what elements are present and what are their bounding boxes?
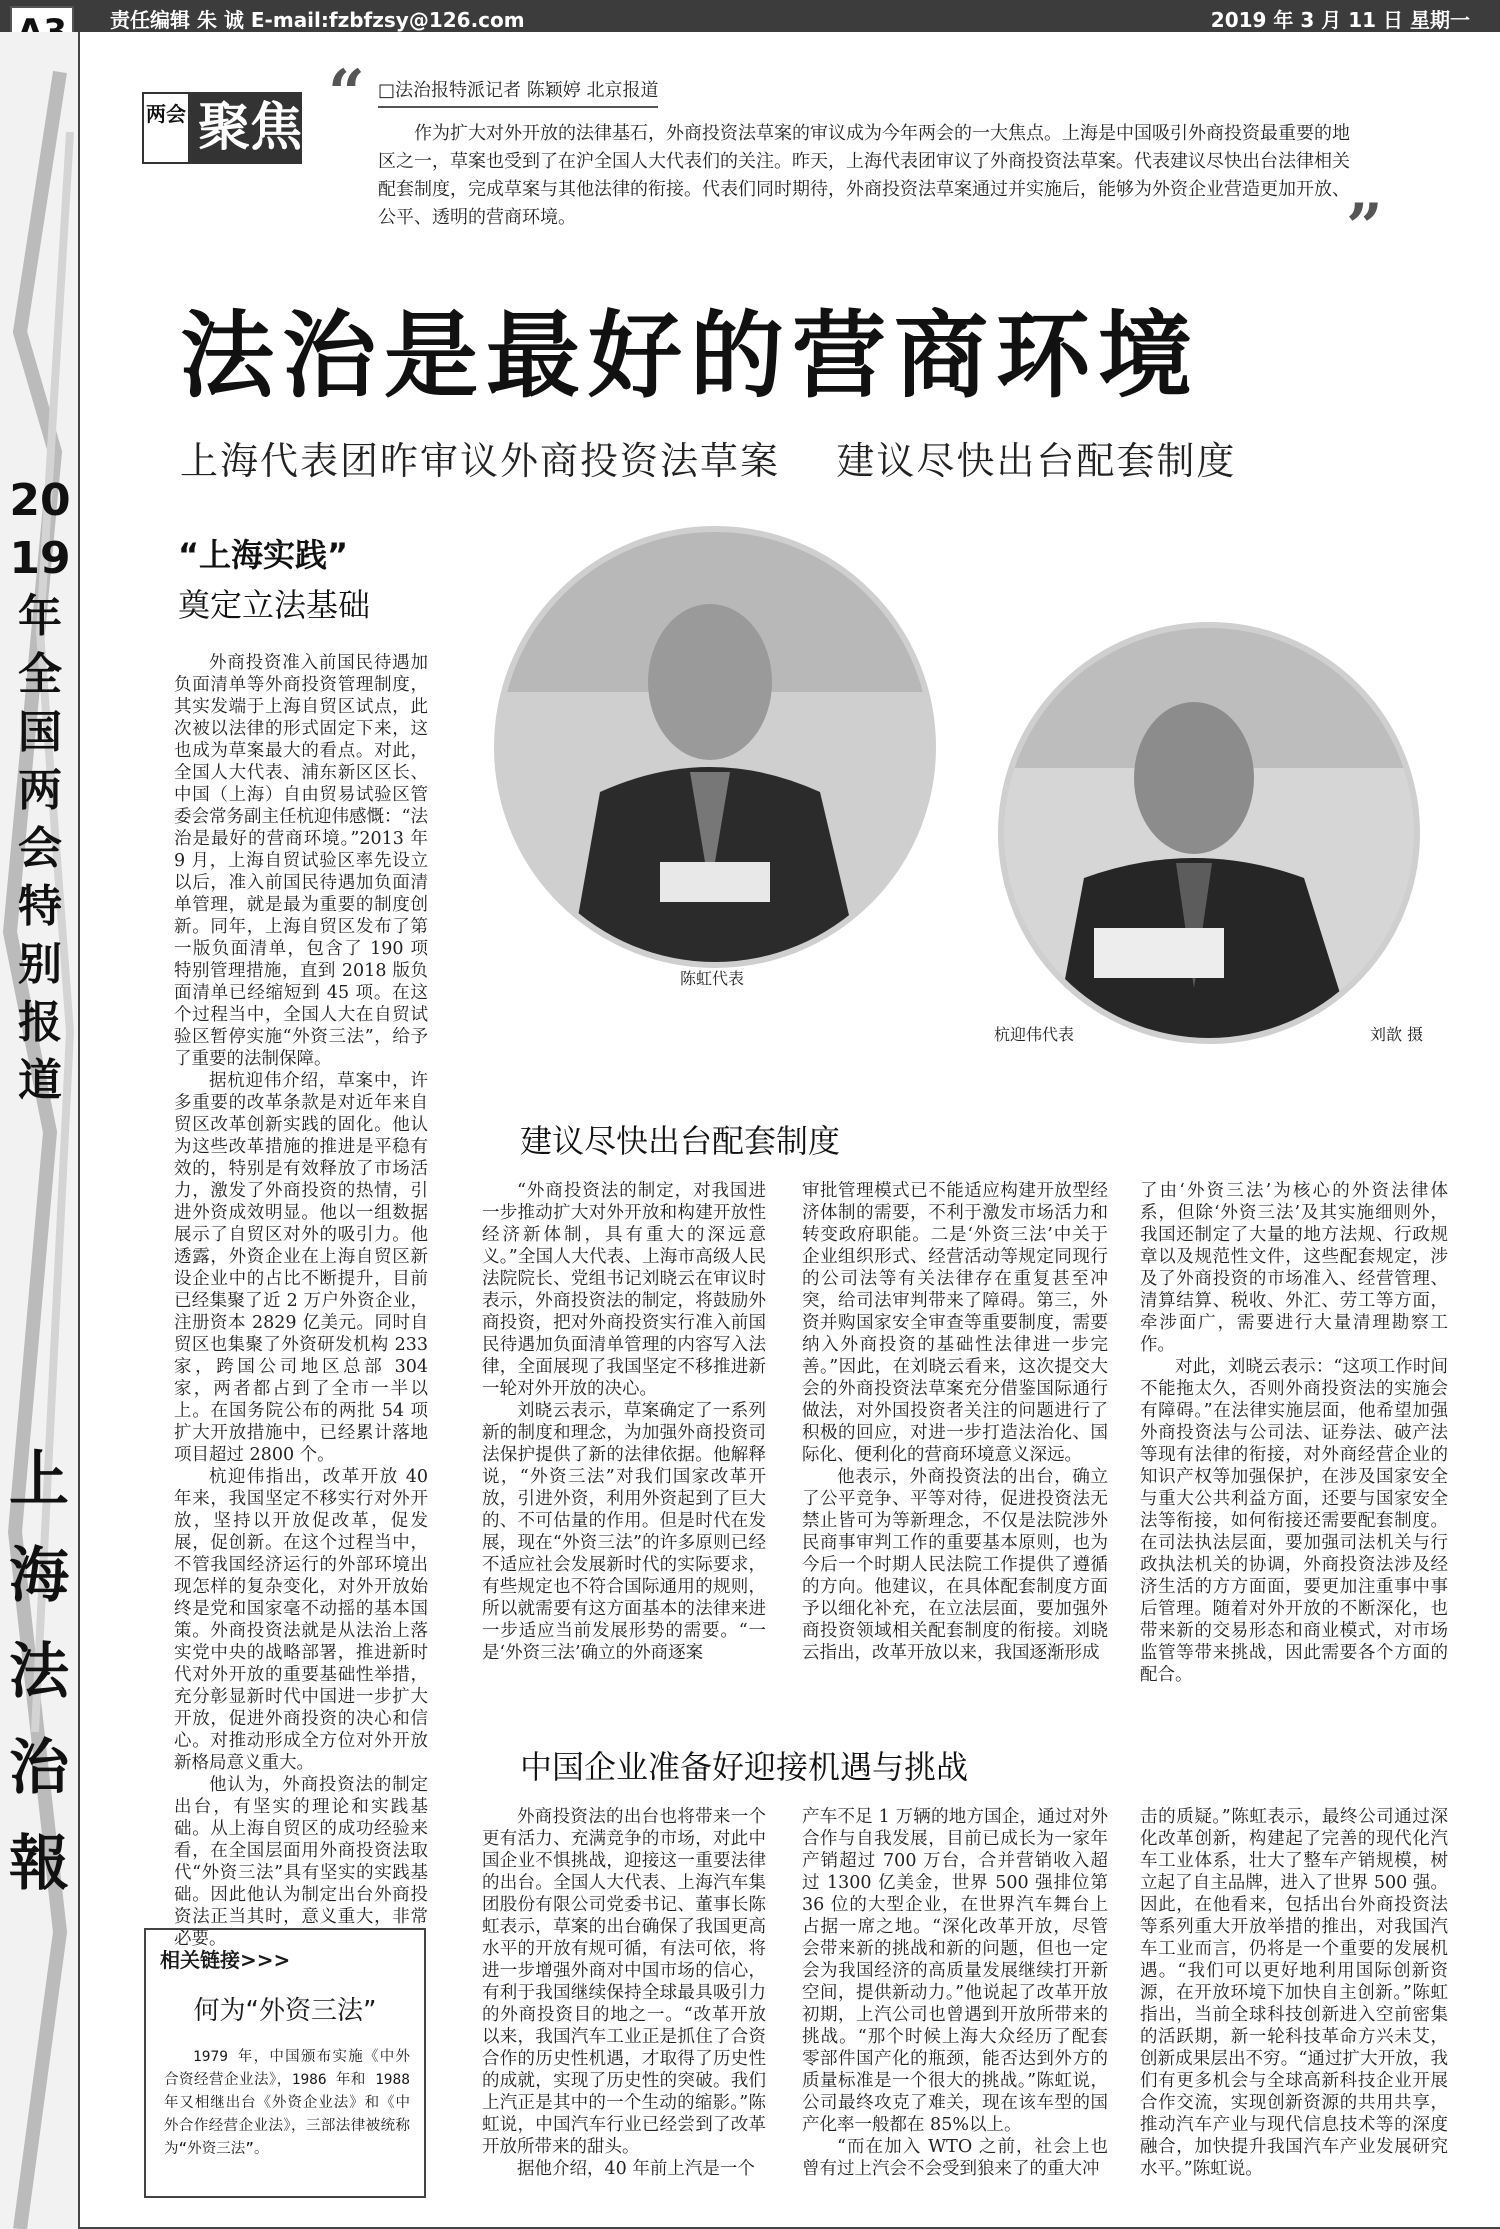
section3-column-3: [1140, 1806, 1448, 2180]
related-link-title: 何为“外资三法”: [193, 1996, 377, 2026]
close-quote-icon: ”: [1346, 190, 1383, 265]
badge-big-label: 聚焦: [198, 98, 303, 158]
special-report-title: 2019年全国两会特别报道: [9, 475, 71, 1106]
section1-title-line2: 奠定立法基础: [178, 586, 371, 624]
section1-title-line1: “上海实践”: [178, 536, 349, 574]
section2-title: 建议尽快出台配套制度: [520, 1122, 841, 1160]
editor-line: 责任编辑 朱 诚 E-mail:fzbfzsy@126.com: [110, 8, 525, 32]
paragraph: 据他介绍，40 年前上汽是一个: [517, 2159, 755, 2179]
paragraph: 外商投资法的出台也将带来一个更有活力、充满竞争的市场，对此中国企业不惧挑战，迎接这一重要法律的出台。全国人大代表、上海汽车集团股份有限公司党委书记、董事长陈虹表示，草案的出台确保了我国更高水平的开放有规可循，有法可依，将进一步增强外商对中国市场的信心，有利于我国继续保持全球最具吸引力的外商投资目的地之一。“改革开放以来，我国汽车工业正是抓住了合资合作的历史性机遇，才取得了历史性的成就，实现了历史性的突破。我们上汽正是其中的一个生动的缩影。”陈虹说，中国汽车行业已经尝到了改革开放所带来的甜头。: [482, 1807, 766, 2157]
masthead: 上海法治報: [9, 1445, 69, 1899]
section2-column-1: [482, 1180, 766, 1664]
side-band: [0, 32, 78, 2229]
date-line: 2019 年 3 月 11 日 星期一: [1210, 8, 1470, 32]
related-link-label: 相关链接>>>: [160, 1948, 291, 1972]
section2-column-3: [1140, 1180, 1448, 1686]
section3-column-2: [802, 1806, 1108, 2180]
lead-paragraph: 作为扩大对外开放的法律基石，外商投资法草案的审议成为今年两会的一大焦点。上海是中国吸引外商投资最重要的地区之一，草案也受到了在沪全国人大代表们的关注。昨天，上海代表团审议了外商投资法草案。代表建议尽快出台法律相关配套制度，完成草案与其他法律的衔接。代表们同时期待，外商投资法草案通过并实施后，能够为外资企业营造更加开放、公平、透明的营商环境。: [378, 123, 1350, 228]
paragraph: 击的质疑。”陈虹表示，最终公司通过深化改革创新，构建起了完善的现代化汽车工业体系，壮大了整车产销规模，树立起了自主品牌，进入了世界 500 强。因此，在他看来，包括出台外商投资法等系列重大开放举措的推出，对我国汽车工业而言，仍将是一个重要的发展机遇。“我们可以更好地利用国际创新资源，在开放环境下加快自主创新。”陈虹指出，当前全球科技创新进入空前密集的活跃期，新一轮科技革命方兴未艾，创新成果层出不穷。“通过扩大开放，我们有更多机会与全球高新科技企业开展合作交流，实现创新资源的共用共享，推动汽车产业与现代信息技术等的深度融合，加快提升我国汽车产业发展研究水平。”陈虹说。: [1140, 1807, 1448, 2179]
paragraph: 他表示，外商投资法的出台，确立了公平竞争、平等对待，促进投资法无禁止皆可为等新理念，不仅是法院涉外民商事审判工作的重要基本原则，也为今后一个时期人民法院工作提供了遵循的方向。他建议，在具体配套制度方面予以细化补充，在立法层面，要加强外商投资领域相关配套制度的衔接。刘晓云指出，改革开放以来，我国逐渐形成: [802, 1467, 1108, 1663]
badge-small-label: 两会: [142, 92, 190, 164]
subheadline: 上海代表团昨审议外商投资法草案 建议尽快出台配套制度: [180, 439, 1237, 483]
paragraph: 了由‘外资三法’为核心的外资法律体系，但除‘外资三法’及其实施细则外，我国还制定了大量的地方法规、行政规章以及规范性文件，这些配套规定，涉及了外商投资的市场准入、经营管理、清算结算、税收、外汇、劳工等方面，牵涉面广，需要进行大量清理勘察工作。: [1140, 1181, 1448, 1355]
section1-title: [178, 530, 478, 630]
portrait-image: [500, 532, 930, 962]
photo-caption-right: 杭迎伟代表: [994, 1025, 1075, 1044]
open-quote-icon: “: [328, 56, 365, 131]
section-badge: [142, 92, 302, 164]
portrait-image: [1004, 628, 1414, 1038]
page-header: [0, 0, 1500, 32]
related-link-body: 1979 年，中国颁布实施《中外合资经营企业法》，1986 年和 1988 年又相继出台《外资企业法》和《中外合作经营企业法》，三部法律被统称为“外资三法”。: [164, 2049, 410, 2157]
section3-title: 中国企业准备好迎接机遇与挑战: [520, 1748, 969, 1786]
headline: 法治是最好的营商环境: [180, 302, 1201, 411]
photo-chen-hong: [494, 526, 936, 968]
section1-column: [174, 652, 428, 1950]
paragraph: “而在加入 WTO 之前，社会上也曾有过上汽会不会受到狼来了的重大冲: [802, 2137, 1108, 2179]
photo-caption-left: 陈虹代表: [680, 969, 745, 988]
byline: □法治报特派记者 陈颖婷 北京报道: [378, 76, 658, 108]
photo-hang-yingwei: [998, 622, 1420, 1044]
paragraph: 审批管理模式已不能适应构建开放型经济体制的需要，不利于激发市场活力和转变政府职能。二是‘外资三法’中关于企业组织形式、经营活动等规定同现行的公司法等有关法律存在重复甚至冲突，给司法审判带来了障碍。第三，外资并购国家安全审查等重要制度，需要纳入外商投资的基础性法律进一步完善。”因此，在刘晓云看来，这次提交大会的外商投资法草案充分借鉴国际通行做法，对外国投资者关注的问题进行了积极的回应，对进一步打造法治化、国际化、便利化的营商环境意义深远。: [802, 1181, 1108, 1465]
paragraph: 产车不足 1 万辆的地方国企，通过对外合作与自我发展，目前已成长为一家年产销超过 700 万台，合并营销收入超过 1300 亿美金，世界 500 强排位第 36 位的大型企业，在世界汽车舞台上占据一席之地。“深化改革开放，尽管会带来新的挑战和新的问题，但也一定会为我国经济的高质量发展继续打开新空间，提供新动力。”他说起了改革开放初期，上汽公司也曾遇到开放所带来的挑战。“那个时候上海大众经历了配套零部件国产化的瓶颈，能否达到外方的质量标准是一个很大的挑战。”陈虹说，公司最终攻克了难关，现在该车型的国产化率一般都在 85%以上。: [802, 1807, 1108, 2135]
photo-credit: 刘歆 摄: [1370, 1025, 1424, 1044]
paragraph: 刘晓云表示，草案确定了一系列新的制度和理念，为加强外商投资司法保护提供了新的法律依据。他解释说，“外资三法”对我们国家改革开放，引进外资，利用外资起到了巨大的、不可估量的作用。但是时代在发展，现在“外资三法”的许多原则已经不适应社会发展新时代的实际要求，有些规定也不符合国际通用的规则，所以就需要有这方面基本的法律来进一步适应当前发展形势的需要。“一是‘外资三法’确立的外商逐案: [482, 1401, 766, 1663]
paragraph: 杭迎伟指出，改革开放 40 年来，我国坚定不移实行对外开放，坚持以开放促改革，促发展，促创新。在这个过程当中，不管我国经济运行的外部环境出现怎样的复杂变化，对外开放始终是党和国家毫不动摇的基本国策。外商投资法就是从法治上落实党中央的战略部署，推进新时代对外开放的重要基础性举措，充分彰显新时代中国进一步扩大开放，促进外商投资的决心和信心。对推动形成全方位对外开放新格局意义重大。: [174, 1467, 428, 1773]
paragraph: 据杭迎伟介绍，草案中，许多重要的改革条款是对近年来自贸区改革创新实践的固化。他认为这些改革措施的推进是平稳有效的，特别是有效释放了市场活力，激发了外商投资的热情，引进外资成效明显。他以一组数据展示了自贸区对外的吸引力。他透露，外资企业在上海自贸区新设企业中的占比不断提升，目前已经集聚了近 2 万户外资企业，注册资本 2829 亿美元。同时自贸区也集聚了外资研发机构 233 家，跨国公司地区总部 304 家，两者都占到了全市一半以上。在国务院公布的两批 54 项扩大开放措施中，已经累计落地项目超过 2800 个。: [174, 1071, 428, 1465]
paragraph: 外商投资准入前国民待遇加负面清单等外商投资管理制度，其实发端于上海自贸区试点，此次被以法律的形式固定下来，这也成为草案最大的看点。对此，全国人大代表、浦东新区区长、中国（上海）自由贸易试验区管委会常务副主任杭迎伟感慨：“法治是最好的营商环境。”2013 年 9 月，上海自贸试验区率先设立以后，准入前国民待遇加负面清单管理，就是最为重要的制度创新。同年，上海自贸区发布了第一版负面清单，包含了 190 项特别管理措施，直到 2018 版负面清单已经缩短到 45 项。在这个过程当中，全国人大在自贸试验区暂停实施“外资三法”，给予了重要的法制保障。: [174, 653, 428, 1069]
related-link-box: [144, 1928, 426, 2198]
section3-column-1: [482, 1806, 766, 2180]
paragraph: 他认为，外商投资法的制定出台，有坚实的理论和实践基础。从上海自贸区的成功经验来看，在全国层面用外商投资法取代“外资三法”具有坚实的实践基础。因此他认为制定出台外商投资法正当其时，意义重大，非常必要。: [174, 1775, 428, 1949]
paragraph: “外商投资法的制定，对我国进一步推动扩大对外开放和构建开放性经济新体制，具有重大的深远意义。”全国人大代表、上海市高级人民法院院长、党组书记刘晓云在审议时表示，外商投资法的制定，将鼓励外商投资，把对外商投资实行准入前国民待遇加负面清单管理的内容写入法律，全面展现了我国坚定不移推进新一轮对外开放的决心。: [482, 1181, 766, 1399]
section2-column-2: [802, 1180, 1108, 1664]
paragraph: 对此，刘晓云表示：“这项工作时间不能拖太久，否则外商投资法的实施会有障碍。”在法律实施层面，他希望加强外商投资法与公司法、证券法、破产法等现有法律的衔接，对外商经营企业的知识产权等加强保护，在涉及国家安全与重大公共利益方面，还要与国家安全法等衔接，如何衔接还需要配套制度。在司法执法层面，要加强司法机关与行政执法机关的协调，外商投资法涉及经济生活的方方面面，要更加注重事中事后管理。随着对外开放的不断深化，也带来新的交易形态和商业模式，对市场监管等带来挑战，因此需要各个方面的配合。: [1140, 1357, 1448, 1685]
